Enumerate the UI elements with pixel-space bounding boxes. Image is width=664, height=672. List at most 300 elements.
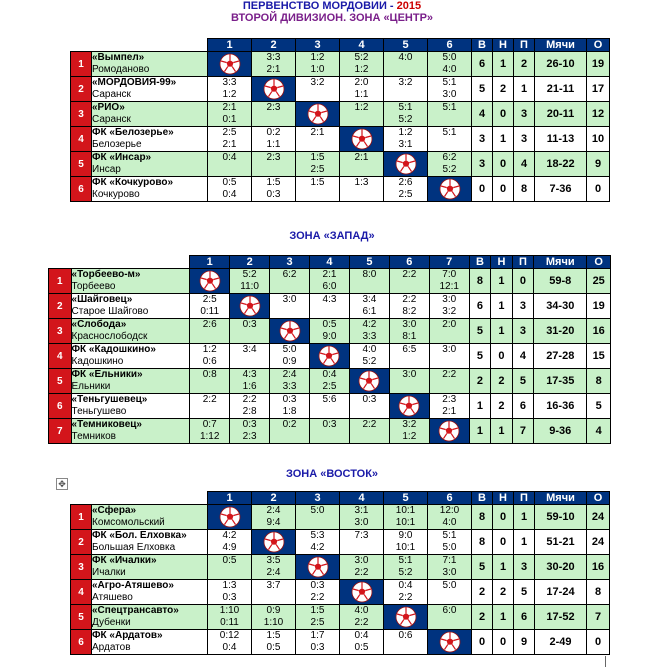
score-cell bbox=[208, 630, 252, 655]
score-second-leg: 3:0 bbox=[442, 567, 457, 578]
wins-cell: 5 bbox=[472, 555, 493, 580]
page-edge-marker bbox=[605, 656, 606, 667]
score-cell bbox=[429, 294, 469, 319]
score-first-leg: 3:2 bbox=[402, 419, 417, 430]
score-first-leg: 3:0 bbox=[282, 294, 297, 305]
self-match-cell bbox=[252, 77, 296, 102]
losses-cell: 3 bbox=[512, 319, 533, 344]
score-second-leg bbox=[208, 567, 251, 579]
team-row bbox=[49, 344, 611, 369]
score-first-leg: 6:5 bbox=[402, 344, 417, 355]
score-first-leg: 0:3 bbox=[362, 394, 377, 405]
score-first-leg: 2:6 bbox=[202, 319, 217, 330]
score-second-leg: 0:6 bbox=[202, 356, 217, 367]
team-name: «Сфера» bbox=[92, 505, 137, 516]
score-first-leg: 2:2 bbox=[362, 419, 377, 430]
place-cell: 7 bbox=[49, 419, 72, 444]
score-cell bbox=[208, 177, 252, 202]
score-cell bbox=[429, 394, 469, 419]
score-cell bbox=[389, 319, 429, 344]
score-first-leg: 5:1 bbox=[442, 530, 457, 541]
column-header: 4 bbox=[340, 492, 384, 505]
score-first-leg: 3:2 bbox=[310, 77, 325, 88]
points-cell: 25 bbox=[587, 269, 611, 294]
draws-cell: 1 bbox=[493, 555, 514, 580]
standings-table-center bbox=[70, 38, 610, 202]
draws-cell: 0 bbox=[493, 177, 514, 202]
score-first-leg: 2:2 bbox=[242, 394, 257, 405]
score-second-leg bbox=[208, 164, 251, 176]
draws-cell: 1 bbox=[491, 269, 512, 294]
zone-west-title: ЗОНА «ЗАПАД» bbox=[289, 230, 375, 242]
score-cell bbox=[296, 630, 340, 655]
score-first-leg: 1:2 bbox=[354, 102, 369, 113]
score-first-leg: 2:2 bbox=[402, 294, 417, 305]
column-header: 4 bbox=[340, 39, 384, 52]
score-cell bbox=[296, 152, 340, 177]
goals-cell: 2-49 bbox=[535, 630, 587, 655]
losses-cell: 3 bbox=[514, 102, 535, 127]
score-second-leg bbox=[296, 139, 339, 151]
score-second-leg bbox=[428, 617, 471, 629]
score-cell bbox=[270, 344, 310, 369]
column-header: 6 bbox=[389, 256, 429, 269]
team-city: Белозерье bbox=[92, 139, 142, 150]
score-first-leg: 0:2 bbox=[282, 419, 297, 430]
soccer-ball-icon bbox=[395, 153, 417, 175]
score-first-leg: 0:12 bbox=[219, 630, 240, 641]
score-first-leg: 3:4 bbox=[242, 344, 257, 355]
place-cell: 2 bbox=[71, 530, 92, 555]
column-header: 5 bbox=[349, 256, 389, 269]
soccer-ball-icon bbox=[219, 53, 241, 75]
team-cell bbox=[92, 630, 208, 655]
wins-cell: 6 bbox=[472, 52, 493, 77]
score-first-leg: 0:9 bbox=[266, 605, 281, 616]
column-header: 3 bbox=[296, 492, 340, 505]
column-header: В bbox=[472, 39, 493, 52]
score-first-leg: 2:1 bbox=[222, 102, 237, 113]
score-first-leg: 2:0 bbox=[354, 77, 369, 88]
move-handle-icon[interactable]: ✥ bbox=[56, 478, 68, 490]
score-first-leg: 2:1 bbox=[354, 152, 369, 163]
score-cell bbox=[428, 152, 472, 177]
goals-cell: 7-36 bbox=[535, 177, 587, 202]
losses-cell: 8 bbox=[514, 177, 535, 202]
score-second-leg bbox=[252, 592, 295, 604]
score-cell bbox=[230, 319, 270, 344]
team-name: ФК «Ичалки» bbox=[92, 555, 157, 566]
score-first-leg: 3:5 bbox=[266, 555, 281, 566]
team-city: Атяшево bbox=[92, 592, 133, 603]
score-cell bbox=[428, 127, 472, 152]
goals-cell: 9-36 bbox=[534, 419, 587, 444]
goals-cell: 59-8 bbox=[534, 269, 587, 294]
score-first-leg: 3:2 bbox=[398, 77, 413, 88]
score-cell bbox=[208, 605, 252, 630]
wins-cell: 1 bbox=[469, 419, 490, 444]
score-second-leg bbox=[310, 306, 349, 318]
goals-cell: 17-24 bbox=[535, 580, 587, 605]
score-cell bbox=[190, 369, 230, 394]
score-first-leg: 2:6 bbox=[398, 177, 413, 188]
team-row bbox=[49, 319, 611, 344]
column-header: 2 bbox=[252, 39, 296, 52]
wins-cell: 8 bbox=[472, 505, 493, 530]
soccer-ball-icon bbox=[199, 270, 221, 292]
points-cell: 19 bbox=[587, 52, 610, 77]
score-second-leg bbox=[428, 592, 471, 604]
column-header: П bbox=[512, 256, 533, 269]
points-cell: 9 bbox=[587, 152, 610, 177]
score-cell bbox=[384, 77, 428, 102]
soccer-ball-icon bbox=[219, 506, 241, 528]
score-cell bbox=[252, 630, 296, 655]
self-match-cell bbox=[296, 102, 340, 127]
wins-cell: 2 bbox=[472, 580, 493, 605]
score-second-leg: 1:10 bbox=[263, 617, 284, 628]
draws-cell: 1 bbox=[493, 127, 514, 152]
score-cell bbox=[296, 505, 340, 530]
self-match-cell bbox=[296, 555, 340, 580]
goals-cell: 20-11 bbox=[535, 102, 587, 127]
score-second-leg: 4:9 bbox=[222, 542, 237, 553]
score-cell bbox=[252, 177, 296, 202]
score-second-leg bbox=[340, 542, 383, 554]
score-cell bbox=[384, 127, 428, 152]
score-first-leg: 3:0 bbox=[402, 319, 417, 330]
self-match-cell bbox=[208, 505, 252, 530]
team-name: ФК «Инсар» bbox=[92, 152, 152, 163]
score-cell bbox=[429, 269, 469, 294]
score-cell bbox=[428, 77, 472, 102]
score-first-leg: 3:0 bbox=[354, 555, 369, 566]
score-first-leg: 1:7 bbox=[310, 630, 325, 641]
score-second-leg bbox=[390, 356, 429, 368]
score-second-leg: 2:2 bbox=[354, 567, 369, 578]
score-second-leg bbox=[252, 114, 295, 126]
score-cell bbox=[190, 419, 230, 444]
score-first-leg: 0:2 bbox=[266, 127, 281, 138]
team-city: Комсомольский bbox=[92, 517, 165, 528]
score-first-leg: 5:0 bbox=[310, 505, 325, 516]
score-second-leg: 5:2 bbox=[398, 567, 413, 578]
score-second-leg: 3:0 bbox=[354, 517, 369, 528]
score-second-leg: 2:8 bbox=[242, 406, 257, 417]
score-second-leg: 9:4 bbox=[266, 517, 281, 528]
score-second-leg bbox=[252, 164, 295, 176]
score-second-leg: 0:3 bbox=[266, 189, 281, 200]
score-first-leg: 2:3 bbox=[266, 102, 281, 113]
team-cell bbox=[71, 319, 190, 344]
standings-table-east bbox=[70, 491, 610, 655]
score-first-leg: 2:3 bbox=[266, 152, 281, 163]
title-text: ПЕРВЕНСТВО МОРДОВИИ - bbox=[242, 0, 397, 12]
self-match-cell bbox=[428, 630, 472, 655]
team-cell bbox=[71, 369, 190, 394]
score-first-leg: 1:3 bbox=[222, 580, 237, 591]
points-cell: 19 bbox=[587, 294, 611, 319]
losses-cell: 1 bbox=[514, 77, 535, 102]
page-title bbox=[0, 0, 664, 12]
score-cell bbox=[384, 52, 428, 77]
score-cell bbox=[428, 530, 472, 555]
team-row bbox=[71, 555, 610, 580]
team-cell bbox=[71, 294, 190, 319]
place-cell: 1 bbox=[71, 505, 92, 530]
self-match-cell bbox=[230, 294, 270, 319]
score-second-leg: 1:6 bbox=[242, 381, 257, 392]
score-second-leg: 8:2 bbox=[402, 306, 417, 317]
goals-cell: 21-11 bbox=[535, 77, 587, 102]
place-cell: 5 bbox=[71, 605, 92, 630]
points-cell: 15 bbox=[587, 344, 611, 369]
score-first-leg: 2:2 bbox=[202, 394, 217, 405]
score-first-leg: 1:2 bbox=[202, 344, 217, 355]
score-second-leg: 10:1 bbox=[395, 542, 416, 553]
team-row bbox=[49, 294, 611, 319]
column-header: Мячи bbox=[535, 492, 587, 505]
self-match-cell bbox=[310, 344, 350, 369]
draws-cell: 0 bbox=[493, 152, 514, 177]
goals-cell: 17-52 bbox=[535, 605, 587, 630]
score-first-leg: 2:1 bbox=[322, 269, 337, 280]
goals-cell: 51-21 bbox=[535, 530, 587, 555]
team-city: Теньгушево bbox=[71, 406, 127, 417]
team-name: ФК «Ельники» bbox=[71, 369, 143, 380]
team-row bbox=[71, 52, 610, 77]
score-cell bbox=[428, 52, 472, 77]
losses-cell: 4 bbox=[514, 152, 535, 177]
score-first-leg: 7:0 bbox=[442, 269, 457, 280]
soccer-ball-icon bbox=[263, 531, 285, 553]
score-cell bbox=[389, 344, 429, 369]
score-first-leg: 5:0 bbox=[282, 344, 297, 355]
team-name: «МОРДОВИЯ-99» bbox=[92, 77, 177, 88]
score-second-leg: 3:3 bbox=[282, 381, 297, 392]
losses-cell: 4 bbox=[512, 344, 533, 369]
team-name: «Торбеево-м» bbox=[71, 269, 141, 280]
score-second-leg: 4:2 bbox=[310, 542, 325, 553]
score-first-leg: 3:0 bbox=[442, 294, 457, 305]
points-cell: 24 bbox=[587, 530, 610, 555]
score-cell bbox=[296, 127, 340, 152]
score-first-leg: 4:2 bbox=[362, 319, 377, 330]
losses-cell: 1 bbox=[514, 505, 535, 530]
team-cell bbox=[92, 555, 208, 580]
score-second-leg: 5:2 bbox=[398, 114, 413, 125]
team-cell bbox=[92, 580, 208, 605]
column-header: П bbox=[514, 39, 535, 52]
points-cell: 0 bbox=[587, 630, 610, 655]
team-row bbox=[71, 630, 610, 655]
score-cell bbox=[349, 319, 389, 344]
score-cell bbox=[296, 77, 340, 102]
score-second-leg bbox=[310, 406, 349, 418]
team-name: ФК «Ардатов» bbox=[92, 630, 163, 641]
score-cell bbox=[270, 419, 310, 444]
column-header: О bbox=[587, 39, 610, 52]
score-cell bbox=[190, 394, 230, 419]
score-first-leg: 5:1 bbox=[442, 102, 457, 113]
score-cell bbox=[384, 555, 428, 580]
score-cell bbox=[340, 152, 384, 177]
column-header: Мячи bbox=[534, 256, 587, 269]
place-cell: 6 bbox=[71, 630, 92, 655]
score-first-leg: 0:4 bbox=[398, 580, 413, 591]
place-cell: 4 bbox=[71, 127, 92, 152]
score-cell bbox=[252, 605, 296, 630]
score-cell bbox=[340, 52, 384, 77]
score-first-leg: 7:1 bbox=[442, 555, 457, 566]
team-city: Торбеево bbox=[71, 281, 116, 292]
points-cell: 8 bbox=[587, 369, 611, 394]
column-header: В bbox=[472, 492, 493, 505]
draws-cell: 0 bbox=[493, 505, 514, 530]
score-first-leg: 3:7 bbox=[266, 580, 281, 591]
draws-cell: 0 bbox=[491, 344, 512, 369]
team-cell bbox=[71, 394, 190, 419]
score-second-leg: 3:1 bbox=[398, 139, 413, 150]
score-second-leg bbox=[430, 356, 469, 368]
score-cell bbox=[230, 269, 270, 294]
score-cell bbox=[349, 344, 389, 369]
header-blank-cell bbox=[49, 256, 190, 269]
score-first-leg: 5:3 bbox=[310, 530, 325, 541]
self-match-cell bbox=[340, 580, 384, 605]
place-cell: 2 bbox=[71, 77, 92, 102]
score-cell bbox=[384, 580, 428, 605]
team-row bbox=[49, 419, 611, 444]
losses-cell: 0 bbox=[512, 269, 533, 294]
team-city: Ромоданово bbox=[92, 64, 150, 75]
place-cell: 3 bbox=[49, 319, 72, 344]
score-first-leg: 6:2 bbox=[442, 152, 457, 163]
self-match-cell bbox=[384, 152, 428, 177]
score-first-leg: 1:5 bbox=[310, 152, 325, 163]
score-cell bbox=[384, 530, 428, 555]
score-first-leg: 0:3 bbox=[242, 419, 257, 430]
team-city: Кадошкино bbox=[71, 356, 124, 367]
score-cell bbox=[230, 394, 270, 419]
wins-cell: 2 bbox=[469, 369, 490, 394]
team-name: «Вымпел» bbox=[92, 52, 145, 63]
score-first-leg: 5:0 bbox=[442, 580, 457, 591]
score-first-leg: 2:4 bbox=[266, 505, 281, 516]
column-header: 2 bbox=[252, 492, 296, 505]
score-second-leg bbox=[390, 281, 429, 293]
team-city: Ардатов bbox=[92, 642, 131, 653]
place-cell: 4 bbox=[49, 344, 72, 369]
score-cell bbox=[429, 369, 469, 394]
points-cell: 16 bbox=[587, 555, 610, 580]
score-cell bbox=[384, 630, 428, 655]
score-first-leg: 5:1 bbox=[398, 555, 413, 566]
column-header: 5 bbox=[384, 39, 428, 52]
place-cell: 5 bbox=[49, 369, 72, 394]
goals-cell: 34-30 bbox=[534, 294, 587, 319]
score-first-leg: 3:0 bbox=[402, 369, 417, 380]
column-header: О bbox=[587, 492, 610, 505]
column-header: Н bbox=[491, 256, 512, 269]
team-row bbox=[71, 102, 610, 127]
score-first-leg: 2:4 bbox=[282, 369, 297, 380]
team-city: Инсар bbox=[92, 164, 121, 175]
score-cell bbox=[389, 294, 429, 319]
score-second-leg bbox=[340, 114, 383, 126]
team-city: Темников bbox=[71, 431, 116, 442]
wins-cell: 5 bbox=[469, 319, 490, 344]
score-second-leg: 2:5 bbox=[310, 164, 325, 175]
place-cell: 3 bbox=[71, 555, 92, 580]
score-second-leg bbox=[340, 164, 383, 176]
score-cell bbox=[389, 369, 429, 394]
score-second-leg: 2:5 bbox=[310, 617, 325, 628]
team-row bbox=[71, 152, 610, 177]
score-second-leg bbox=[296, 189, 339, 201]
team-row bbox=[71, 77, 610, 102]
score-second-leg: 2:2 bbox=[354, 617, 369, 628]
column-header: Н bbox=[493, 492, 514, 505]
table-header-row bbox=[49, 256, 611, 269]
score-first-leg: 2:5 bbox=[202, 294, 217, 305]
score-first-leg: 3:3 bbox=[222, 77, 237, 88]
score-first-leg: 1:5 bbox=[310, 177, 325, 188]
wins-cell: 3 bbox=[472, 152, 493, 177]
place-cell: 4 bbox=[71, 580, 92, 605]
goals-cell: 16-36 bbox=[534, 394, 587, 419]
score-cell bbox=[349, 419, 389, 444]
score-cell bbox=[252, 580, 296, 605]
score-second-leg: 2:1 bbox=[222, 139, 237, 150]
soccer-ball-icon bbox=[239, 295, 261, 317]
score-first-leg: 5:2 bbox=[354, 52, 369, 63]
draws-cell: 0 bbox=[493, 102, 514, 127]
column-header: 1 bbox=[208, 492, 252, 505]
score-cell bbox=[270, 394, 310, 419]
page-subtitle: ВТОРОЙ ДИВИЗИОН. ЗОНА «ЦЕНТР» bbox=[230, 12, 434, 24]
score-cell bbox=[384, 505, 428, 530]
wins-cell: 0 bbox=[472, 630, 493, 655]
score-second-leg: 9:0 bbox=[322, 331, 337, 342]
wins-cell: 1 bbox=[469, 394, 490, 419]
score-second-leg bbox=[270, 306, 309, 318]
score-cell bbox=[389, 419, 429, 444]
score-cell bbox=[349, 294, 389, 319]
team-cell bbox=[92, 505, 208, 530]
score-first-leg: 9:0 bbox=[398, 530, 413, 541]
column-header: Мячи bbox=[535, 39, 587, 52]
score-first-leg: 5:1 bbox=[398, 102, 413, 113]
place-cell: 3 bbox=[71, 102, 92, 127]
score-cell bbox=[252, 505, 296, 530]
score-second-leg: 3:0 bbox=[442, 89, 457, 100]
score-cell bbox=[340, 102, 384, 127]
score-cell bbox=[208, 77, 252, 102]
soccer-ball-icon bbox=[438, 420, 460, 442]
score-cell bbox=[296, 605, 340, 630]
score-second-leg bbox=[350, 431, 389, 443]
points-cell: 4 bbox=[587, 419, 611, 444]
goals-cell: 30-20 bbox=[535, 555, 587, 580]
score-second-leg bbox=[428, 139, 471, 151]
losses-cell: 1 bbox=[514, 530, 535, 555]
score-second-leg bbox=[384, 64, 427, 76]
table-header-row bbox=[71, 492, 610, 505]
score-second-leg: 1:2 bbox=[402, 431, 417, 442]
score-second-leg bbox=[430, 381, 469, 393]
self-match-cell bbox=[428, 177, 472, 202]
